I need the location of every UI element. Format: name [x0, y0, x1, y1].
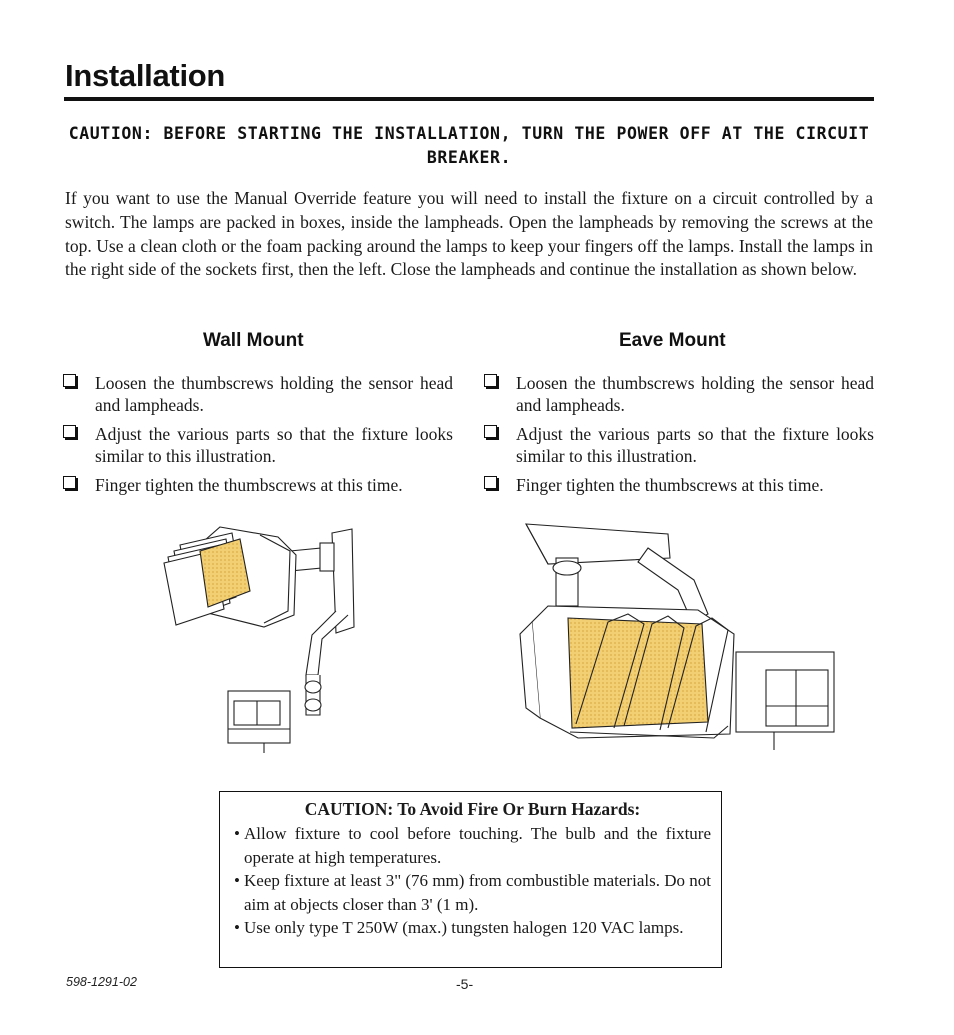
wall-mount-steps — [63, 372, 453, 503]
list-item — [484, 474, 874, 496]
eave-mount-heading: Eave Mount — [619, 330, 726, 351]
caution-item — [234, 869, 711, 916]
checkbox-bullet-icon — [63, 374, 76, 387]
wall-mount-heading: Wall Mount — [203, 330, 304, 351]
checkbox-bullet-icon — [484, 476, 497, 489]
checkbox-bullet-icon — [484, 425, 497, 438]
list-item — [63, 474, 453, 496]
page-title: Installation — [65, 58, 226, 93]
checkbox-bullet-icon — [484, 374, 497, 387]
checkbox-bullet-icon — [63, 425, 76, 438]
list-item — [484, 372, 874, 416]
document-number: 598-1291-02 — [66, 975, 137, 989]
bullet-icon: • — [234, 918, 240, 937]
eave-mount-illustration — [518, 518, 838, 754]
bullet-icon: • — [234, 824, 240, 843]
caution-item — [234, 822, 711, 869]
page-number: -5- — [456, 976, 474, 992]
caution-box-title: CAUTION: To Avoid Fire Or Burn Hazards: — [304, 799, 641, 819]
intro-paragraph: If you want to use the Manual Override feature you will need to install the fixture on a circuit controlled by a switch. The lamps are packed in boxes, inside the lampheads. Open the lampheads by removing the screws at the top. Use a clean cloth or the foam packing around the lamps to keep your fingers off the lamps. Install the lamps in the right side of the sockets first, then the left. Close the lampheads and continue the installation as shown below. — [65, 188, 873, 280]
checkbox-bullet-icon — [63, 476, 76, 489]
caution-box — [219, 791, 722, 968]
step-text: Finger tighten the thumbscrews at this time. — [95, 475, 403, 495]
caution-item-text: Keep fixture at least 3" (76 mm) from combustible materials. Do not aim at objects closer than 3' (1 m). — [244, 871, 711, 914]
list-item — [63, 372, 453, 416]
caution-item-text: Use only type T 250W (max.) tungsten halogen 120 VAC lamps. — [244, 918, 684, 937]
caution-item-text: Allow fixture to cool before touching. The bulb and the fixture operate at high temperatures. — [244, 824, 711, 867]
step-text: Adjust the various parts so that the fixture looks similar to this illustration. — [516, 424, 874, 466]
wall-mount-illustration — [160, 515, 360, 755]
list-item — [484, 423, 874, 467]
step-text: Adjust the various parts so that the fixture looks similar to this illustration. — [95, 424, 453, 466]
step-text: Loosen the thumbscrews holding the sensor head and lampheads. — [95, 373, 453, 415]
title-rule — [64, 97, 874, 101]
list-item — [63, 423, 453, 467]
caution-item — [234, 916, 711, 940]
eave-mount-steps — [484, 372, 874, 503]
caution-heading: CAUTION: BEFORE STARTING THE INSTALLATION, TURN THE POWER OFF AT THE CIRCUIT BREAKER. — [68, 124, 870, 167]
bullet-icon: • — [234, 871, 240, 890]
step-text: Finger tighten the thumbscrews at this time. — [516, 475, 824, 495]
step-text: Loosen the thumbscrews holding the sensor head and lampheads. — [516, 373, 874, 415]
